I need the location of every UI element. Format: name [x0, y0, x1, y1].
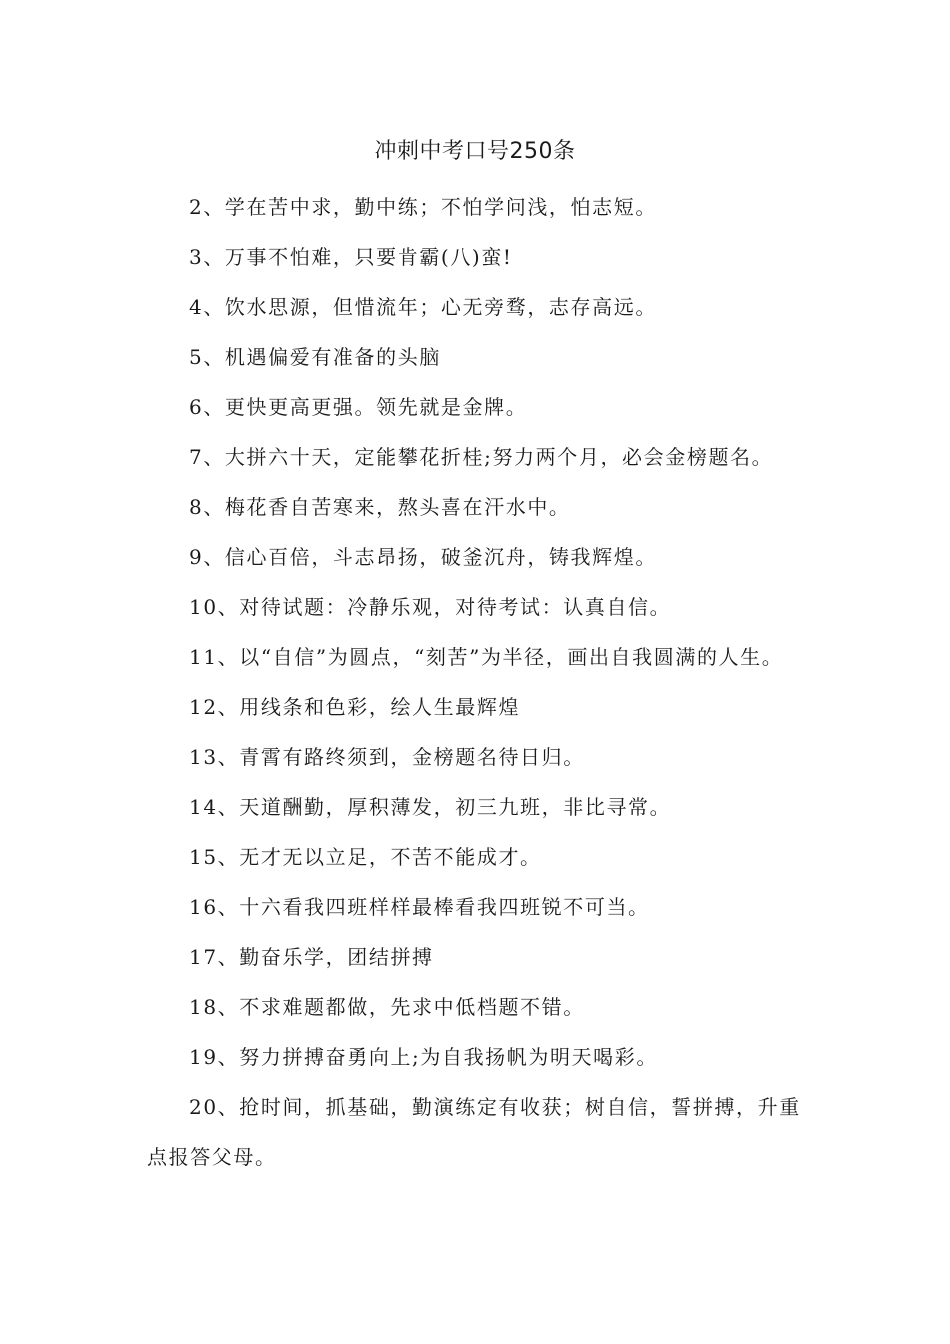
slogan-line: 6、更快更高更强。领先就是金牌。 [189, 395, 528, 419]
slogan-line: 17、勤奋乐学，团结拼搏 [189, 945, 434, 969]
slogan-line: 9、信心百倍，斗志昂扬，破釜沉舟，铸我辉煌。 [189, 545, 657, 569]
slogan-line: 8、梅花香自苦寒来，熬头喜在汗水中。 [189, 495, 571, 519]
slogan-line: 7、大拼六十天，定能攀花折桂;努力两个月，必会金榜题名。 [189, 445, 774, 469]
slogan-line: 5、机遇偏爱有准备的头脑 [189, 345, 441, 369]
slogan-line: 15、无才无以立足，不苦不能成才。 [189, 845, 542, 869]
slogan-line: 2、学在苦中求，勤中练；不怕学问浅，怕志短。 [189, 195, 657, 219]
slogan-line: 3、万事不怕难，只要肯霸(八)蛮! [189, 245, 513, 269]
slogan-line: 11、以“自信”为圆点，“刻苦”为半径，画出自我圆满的人生。 [189, 645, 784, 669]
slogan-line: 4、饮水思源，但惜流年；心无旁骛，志存高远。 [189, 295, 657, 319]
slogan-line: 20、抢时间，抓基础，勤演练定有收获；树自信，誓拼搏，升重点报答父母。 [147, 1095, 801, 1169]
slogan-list [147, 182, 807, 1182]
slogan-line: 14、天道酬勤，厚积薄发，初三九班，非比寻常。 [189, 795, 672, 819]
slogan-line: 10、对待试题：冷静乐观，对待考试：认真自信。 [189, 595, 672, 619]
slogan-line: 13、青霄有路终须到，金榜题名待日归。 [189, 745, 585, 769]
slogan-line: 18、不求难题都做，先求中低档题不错。 [189, 995, 585, 1019]
slogan-line: 16、十六看我四班样样最棒看我四班锐不可当。 [189, 895, 650, 919]
slogan-line: 12、用线条和色彩，绘人生最辉煌 [189, 695, 521, 719]
slogan-line: 19、努力拼搏奋勇向上;为自我扬帆为明天喝彩。 [189, 1045, 658, 1069]
document-title: 冲刺中考口号250条 [374, 139, 576, 164]
